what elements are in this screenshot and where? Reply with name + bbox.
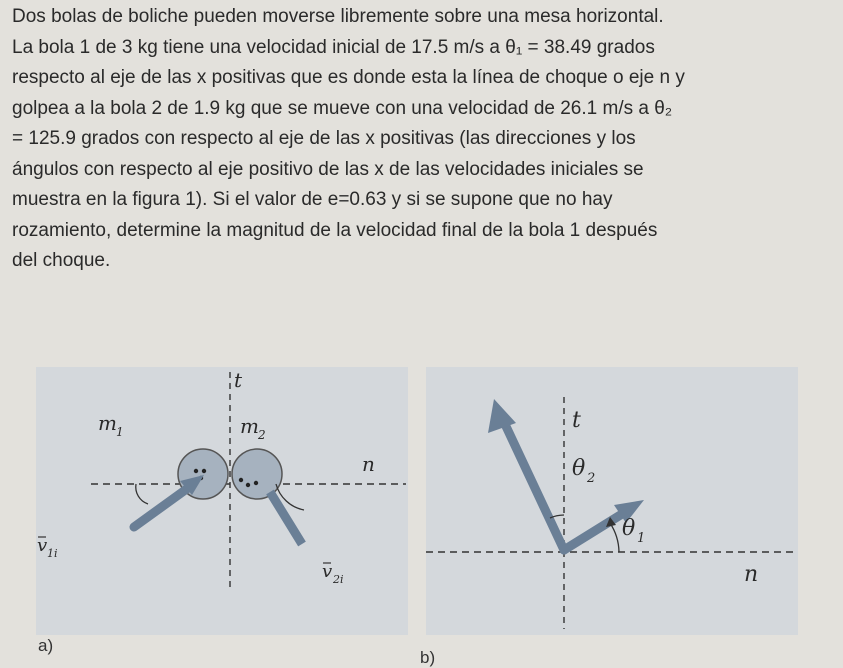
mass-2-label: m <box>240 414 259 438</box>
figure-b <box>426 367 798 635</box>
velocity-1-label: v <box>37 535 48 556</box>
figure-a <box>36 367 408 635</box>
problem-line: respecto al eje de las x positivas que es donde esta la línea de choque o eje n y <box>12 67 685 88</box>
problem-line: golpea a la bola 2 de 1.9 kg que se mueve con una velocidad de 26.1 m/s a θ₂ <box>12 97 673 119</box>
angle-1-subscript: 1 <box>637 531 646 546</box>
figure-b-caption: b) <box>420 648 436 667</box>
problem-line: Dos bolas de boliche pueden moverse libremente sobre una mesa horizontal. <box>12 6 664 27</box>
problem-line: del choque. <box>12 250 111 271</box>
problem-line: rozamiento, determine la magnitud de la velocidad final de la bola 1 después <box>12 219 658 241</box>
problem-line: La bola 1 de 3 kg tiene una velocidad inicial de 17.5 m/s a θ₁ = 38.49 grados <box>12 36 655 58</box>
figure-a-drawing <box>36 367 408 635</box>
t-axis-label: t <box>572 408 581 433</box>
mass-2-subscript: 2 <box>258 428 266 442</box>
problem-line: muestra en la figura 1). Si el valor de e=0.63 y si se supone que no hay <box>12 189 613 210</box>
angle-arc-1 <box>136 484 148 504</box>
figure-a-caption: a) <box>38 636 54 655</box>
velocity-2-arrow <box>270 492 302 544</box>
mass-1-label: m <box>98 411 117 435</box>
angle-2-label: θ <box>572 456 586 481</box>
problem-line: = 125.9 grados con respecto al eje de las x positivas (las direcciones y los <box>12 128 636 149</box>
velocity-2-subscript: 2i <box>333 573 344 586</box>
problem-statement <box>12 2 832 277</box>
velocity-2-label: v <box>322 561 333 582</box>
velocity-1-subscript: 1i <box>47 547 58 560</box>
n-axis-label: n <box>744 562 759 587</box>
problem-line: ángulos con respecto al eje positivo de las x de las velocidades iniciales se <box>12 158 644 180</box>
angle-1-label: θ <box>622 516 636 541</box>
velocity-2-vector <box>488 399 564 550</box>
mass-1-subscript: 1 <box>116 425 124 439</box>
n-axis-label: n <box>362 452 375 476</box>
angle-2-subscript: 2 <box>587 471 596 486</box>
t-axis-label: t <box>234 368 243 392</box>
figure-b-drawing <box>426 367 798 635</box>
angle-arc-1 <box>610 523 619 552</box>
velocity-1-arrow <box>134 475 204 527</box>
